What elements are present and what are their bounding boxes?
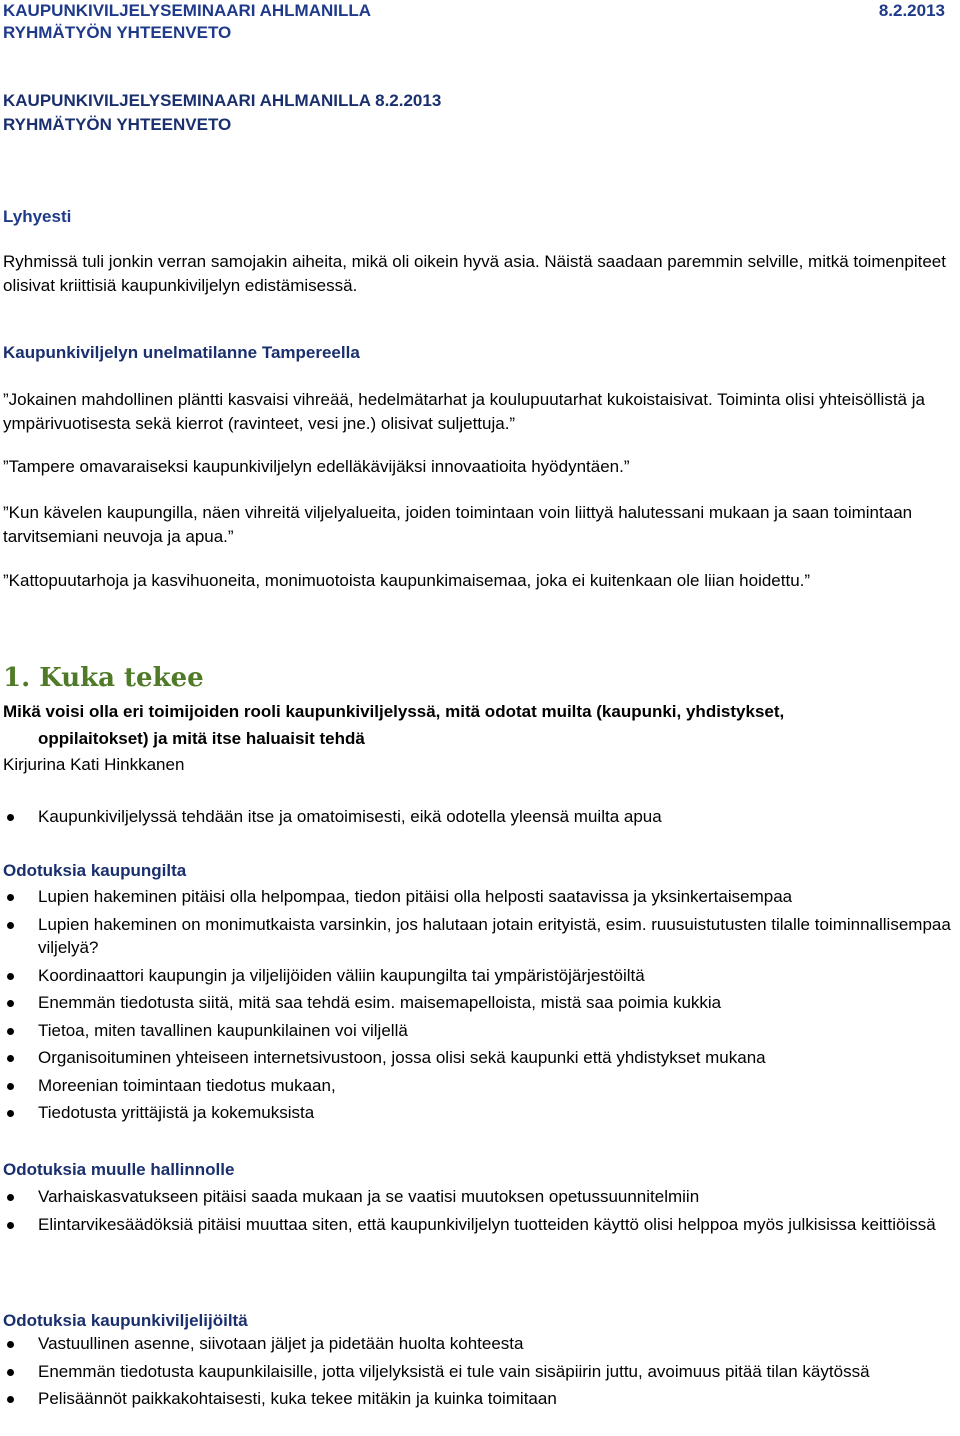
dream-quote: ”Tampere omavaraiseksi kaupunkiviljelyn edelläkävijäksi innovaatioita hyödyntäen.” [3, 457, 630, 476]
section1-question-line2: oppilaitokset) ja mitä itse haluaisit tehdä [38, 729, 365, 748]
bullet-icon [7, 1110, 14, 1117]
bullet-icon [7, 1194, 14, 1201]
list-item: Moreenian toimintaan tiedotus mukaan, [0, 1074, 955, 1098]
intro-list [0, 805, 955, 829]
bullet-icon [7, 973, 14, 980]
bullet-icon [7, 1000, 14, 1007]
city-expectations-heading: Odotuksia kaupungilta [3, 861, 187, 880]
bullet-icon [7, 894, 14, 901]
list-item: Elintarvikesäädöksiä pitäisi muuttaa siten, että kaupunkiviljelyn tuotteiden käyttö olisi helppoa myös julkisissa keittiöissä [0, 1213, 955, 1237]
list-item: Enemmän tiedotusta kaupunkilaisille, jotta viljelyksistä ei tule vain sisäpiirin juttu, avoimuus pitää tilan käytössä [0, 1360, 955, 1384]
admin-expectations-heading: Odotuksia muulle hallinnolle [3, 1160, 235, 1179]
bullet-icon [7, 1055, 14, 1062]
growers-expectations-list [0, 1332, 955, 1411]
header-title: KAUPUNKIVILJELYSEMINAARI AHLMANILLA [3, 1, 372, 20]
bullet-icon [7, 1222, 14, 1229]
list-item: Pelisäännöt paikkakohtaisesti, kuka tekee mitäkin ja kuinka toimitaan [0, 1387, 955, 1411]
summary-text: Ryhmissä tuli jonkin verran samojakin aiheita, mikä oli oikein hyvä asia. Näistä saadaan paremmin selville, mitkä toimenpiteet olisivat kriittisiä kaupunkiviljelyn edistämisessä. [3, 252, 946, 295]
list-item: Koordinaattori kaupungin ja viljelijöiden väliin kaupungilta tai ympäristöjärjestöiltä [0, 964, 955, 988]
list-item: Kaupunkiviljelyssä tehdään itse ja omatoimisesti, eikä odotella yleensä muilta apua [0, 805, 955, 829]
bullet-icon [7, 1341, 14, 1348]
list-item: Enemmän tiedotusta siitä, mitä saa tehdä esim. maisemapelloista, mistä saa poimia kukkia [0, 991, 955, 1015]
page-header [3, 0, 945, 21]
city-expectations-list [0, 885, 955, 1125]
bullet-icon [7, 1369, 14, 1376]
secretary-note: Kirjurina Kati Hinkkanen [3, 755, 185, 774]
dream-quote: ”Jokainen mahdollinen pläntti kasvaisi vihreää, hedelmätarhat ja koulupuutarhat kukoistaisivat. Toiminta olisi yhteisöllistä ja ympärivuotisesta sekä kierrot (ravinteet, vesi jne.) olisivat suljettuja.” [3, 390, 925, 433]
list-item: Tietoa, miten tavallinen kaupunkilainen voi viljellä [0, 1019, 955, 1043]
doc-title-line1: KAUPUNKIVILJELYSEMINAARI AHLMANILLA 8.2.2013 [3, 91, 442, 110]
list-item: Varhaiskasvatukseen pitäisi saada mukaan ja se vaatisi muutoksen opetussuunnitelmiin [0, 1185, 955, 1209]
bullet-icon [7, 1083, 14, 1090]
dream-quote: ”Kun kävelen kaupungilla, näen vihreitä viljelyalueita, joiden toimintaan voin liittyä halutessani mukaan ja saan toimintaan tarvitsemiani neuvoja ja apua.” [3, 503, 913, 546]
bullet-icon [7, 922, 14, 929]
list-item: Tiedotusta yrittäjistä ja kokemuksista [0, 1101, 955, 1125]
list-item: Vastuullinen asenne, siivotaan jäljet ja pidetään huolta kohteesta [0, 1332, 955, 1356]
bullet-icon [7, 1396, 14, 1403]
section1-heading: 1. Kuka tekee [3, 663, 204, 693]
growers-expectations-heading: Odotuksia kaupunkiviljelijöiltä [3, 1311, 248, 1330]
section1-question-line1: Mikä voisi olla eri toimijoiden rooli kaupunkiviljelyssä, mitä odotat muilta (kaupunki, yhdistykset, [3, 702, 785, 721]
header-date: 8.2.2013 [878, 1, 945, 20]
list-item: Lupien hakeminen pitäisi olla helpompaa, tiedon pitäisi olla helposti saatavissa ja yksinkertaisempaa [0, 885, 955, 909]
list-item: Organisoituminen yhteiseen internetsivustoon, jossa olisi sekä kaupunki että yhdistykset mukana [0, 1046, 955, 1070]
dream-quote: ”Kattopuutarhoja ja kasvihuoneita, monimuotoista kaupunkimaisemaa, joka ei kuitenkaan ole liian hoidettu.” [3, 571, 811, 590]
bullet-icon [7, 1028, 14, 1035]
dream-heading: Kaupunkiviljelyn unelmatilanne Tampereella [3, 343, 360, 362]
summary-heading: Lyhyesti [3, 207, 72, 226]
list-item: Lupien hakeminen on monimutkaista varsinkin, jos halutaan jotain erityistä, esim. ruusuistutusten tilalle toiminnallisempaa viljelyä? [0, 913, 955, 960]
admin-expectations-list [0, 1185, 955, 1236]
header-subtitle: RYHMÄTYÖN YHTEENVETO [3, 23, 232, 42]
doc-title-line2: RYHMÄTYÖN YHTEENVETO [3, 115, 232, 134]
bullet-icon [7, 814, 14, 821]
